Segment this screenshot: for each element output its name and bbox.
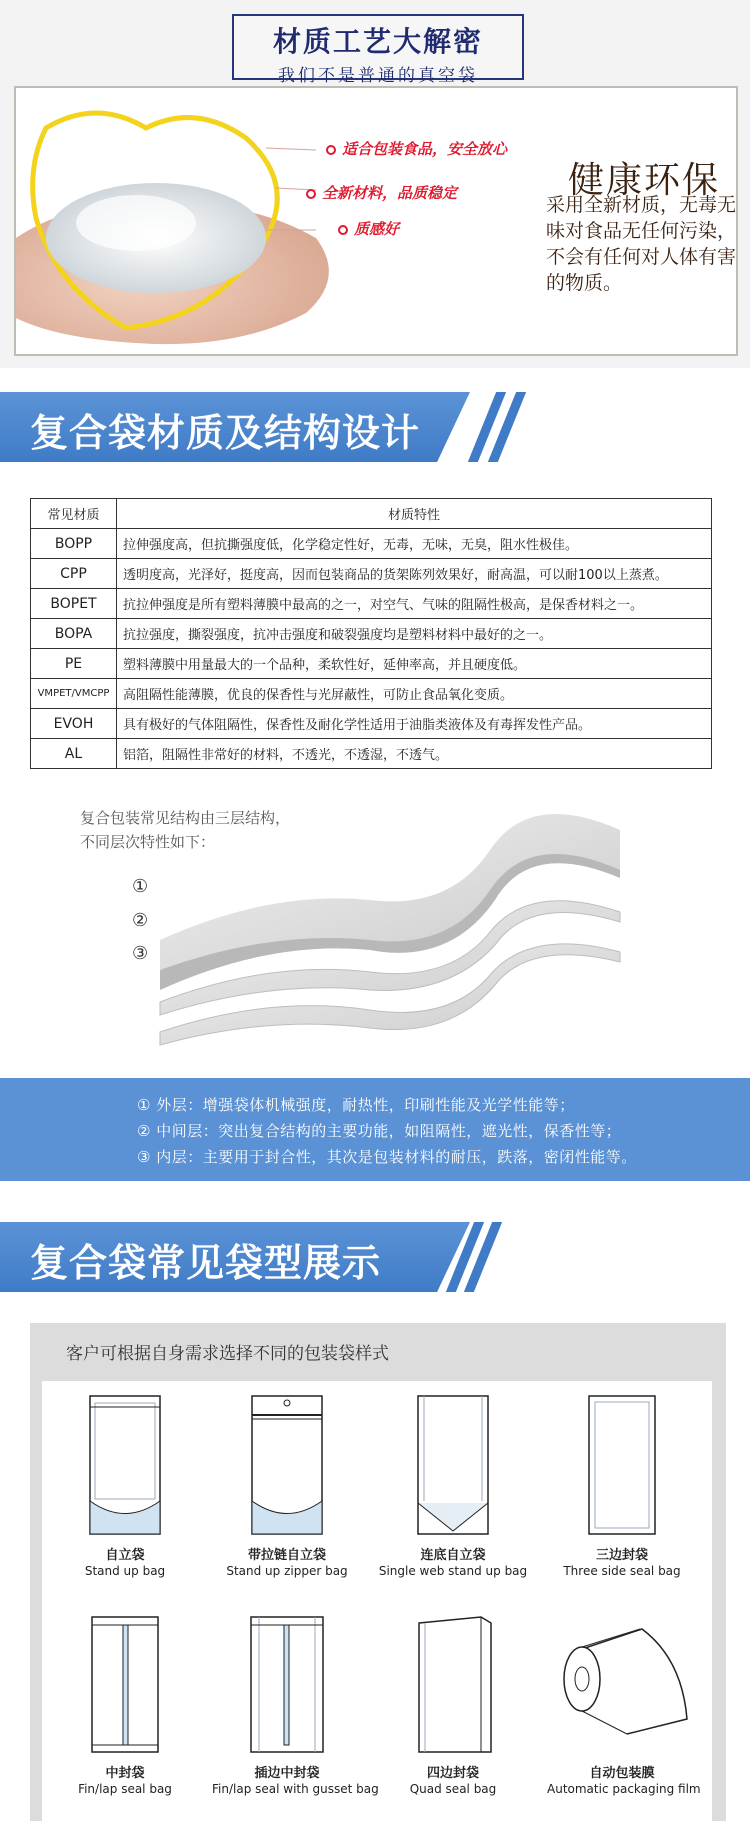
- circle-bullet-icon: [306, 189, 316, 199]
- material-name: EVOH: [31, 709, 117, 739]
- material-name: VMPET/VMCPP: [31, 679, 117, 709]
- circle-bullet-icon: [326, 145, 336, 155]
- layer-number-3: ③: [132, 943, 149, 964]
- layer-info-middle: ② 中间层：突出复合结构的主要功能，如阻隔性，遮光性，保香性等；: [137, 1122, 622, 1140]
- hero-subtitle: 我们不是普通的真空袋: [278, 66, 478, 86]
- hero-photo: [14, 86, 738, 356]
- feature-new-material: 全新材料，品质稳定: [306, 182, 457, 203]
- material-property: 具有极好的气体阻隔性，保香性及耐化学性适用于油脂类液体及有毒挥发性产品。: [117, 709, 712, 739]
- fin-seal-bag-icon: [80, 1609, 170, 1759]
- material-name: PE: [31, 649, 117, 679]
- bag-name-en: Quad seal bag: [409, 1782, 497, 1796]
- material-name: BOPA: [31, 619, 117, 649]
- bag-gallery: [30, 1323, 726, 1821]
- material-name: BOPET: [31, 589, 117, 619]
- bag-name: 自立袋: [105, 1548, 145, 1563]
- layer-number-2: ②: [132, 910, 149, 931]
- table-row: [31, 529, 712, 559]
- table-row: [31, 649, 712, 679]
- material-property: 拉伸强度高，但抗撕强度低，化学稳定性好，无毒，无味，无臭，阻水性极佳。: [117, 529, 712, 559]
- table-row: [31, 709, 712, 739]
- circle-bullet-icon: [338, 225, 348, 235]
- bag-name-en: Fin/lap seal with gusset bag: [212, 1782, 379, 1796]
- layer-info-band: [0, 1078, 750, 1181]
- material-property: 抗拉伸强度是所有塑料薄膜中最高的之一，对空气、气味的阻隔性极高，是保香材料之一。: [117, 589, 712, 619]
- material-property: 抗拉强度，撕裂强度，抗冲击强度和破裂强度均是塑料材料中最好的之一。: [117, 619, 712, 649]
- table-header-row: [31, 499, 712, 529]
- zipper-bag-icon: [242, 1391, 332, 1541]
- bag-card: [378, 1391, 528, 1579]
- bag-name-en: Single web stand up bag: [378, 1564, 528, 1578]
- section-title: 复合袋材质及结构设计: [30, 411, 421, 455]
- quad-seal-bag-icon: [403, 1609, 503, 1759]
- gallery-caption: 客户可根据自身需求选择不同的包装袋样式: [66, 1344, 389, 1364]
- bag-card: [50, 1609, 200, 1797]
- stand-up-bag-icon: [80, 1391, 170, 1541]
- table-header: 材质特性: [117, 499, 712, 529]
- material-property: 高阻隔性能薄膜，优良的保香性与光屏蔽性，可防止食品氧化变质。: [117, 679, 712, 709]
- bag-name: 中封袋: [105, 1766, 145, 1781]
- section-banner-materials: [0, 392, 750, 462]
- feature-texture: 质感好: [338, 218, 399, 239]
- material-name: CPP: [31, 559, 117, 589]
- table-row: [31, 589, 712, 619]
- gusset-bag-icon: [237, 1609, 337, 1759]
- hero-section: [0, 0, 750, 368]
- bag-name-en: Stand up bag: [84, 1564, 166, 1578]
- material-name: AL: [31, 739, 117, 769]
- bag-name-en: Stand up zipper bag: [226, 1564, 348, 1578]
- three-layer-film-illustration: [150, 800, 630, 1060]
- bag-name: 自动包装膜: [589, 1766, 655, 1781]
- film-roll-icon: [552, 1609, 692, 1759]
- bag-name-en: Automatic packaging film: [547, 1782, 701, 1796]
- bag-name: 带拉链自立袋: [247, 1548, 326, 1563]
- bag-name: 插边中封袋: [254, 1766, 320, 1781]
- feature-food-safe: 适合包装食品，安全放心: [326, 138, 507, 159]
- table-row: [31, 679, 712, 709]
- gallery-grid: [42, 1381, 712, 1821]
- layer-info-outer: ① 外层：增强袋体机械强度，耐热性，印刷性能及光学性能等；: [137, 1096, 575, 1114]
- bag-card: [547, 1609, 701, 1797]
- bag-name: 四边封袋: [426, 1766, 479, 1781]
- hero-title-box: [232, 14, 524, 86]
- table-row: [31, 559, 712, 589]
- bag-card: [378, 1609, 528, 1797]
- layer-number-1: ①: [132, 876, 149, 897]
- table-header: 常见材质: [31, 499, 117, 529]
- material-property: 塑料薄膜中用量最大的一个品种，柔软性好，延伸率高，并且硬度低。: [117, 649, 712, 679]
- bag-name-en: Fin/lap seal bag: [78, 1782, 172, 1796]
- materials-table: [30, 498, 712, 769]
- table-row: [31, 619, 712, 649]
- three-side-seal-bag-icon: [577, 1391, 667, 1541]
- bag-card: [212, 1391, 362, 1579]
- eco-title: 健康环保: [568, 160, 721, 201]
- layers-intro: 复合包装常见结构由三层结构， 不同层次特性如下：: [80, 809, 291, 851]
- bag-name-en: Three side seal bag: [563, 1564, 681, 1578]
- single-web-bag-icon: [408, 1391, 498, 1541]
- bag-card: [547, 1391, 697, 1579]
- material-property: 铝箔，阻隔性非常好的材料，不透光，不透湿，不透气。: [117, 739, 712, 769]
- material-property: 透明度高，光泽好，挺度高，因而包装商品的货架陈列效果好，耐高温，可以耐100以上蒸煮。: [117, 559, 712, 589]
- bag-name: 三边封袋: [595, 1548, 648, 1563]
- hero-title: 材质工艺大解密: [272, 25, 483, 58]
- bag-name: 连底自立袋: [420, 1548, 486, 1563]
- bag-card: [212, 1609, 379, 1797]
- material-name: BOPP: [31, 529, 117, 559]
- bag-card: [50, 1391, 200, 1579]
- eco-text: 采用全新材质，无毒无味对食品无任何污染，不会有任何对人体有害的物质。: [546, 194, 737, 294]
- layer-info-inner: ③ 内层：主要用于封合性，其次是包装材料的耐压，跌落，密闭性能等。: [137, 1148, 637, 1166]
- table-row: [31, 739, 712, 769]
- section-title: 复合袋常见袋型展示: [30, 1241, 382, 1285]
- section-banner-bag-types: [0, 1222, 750, 1292]
